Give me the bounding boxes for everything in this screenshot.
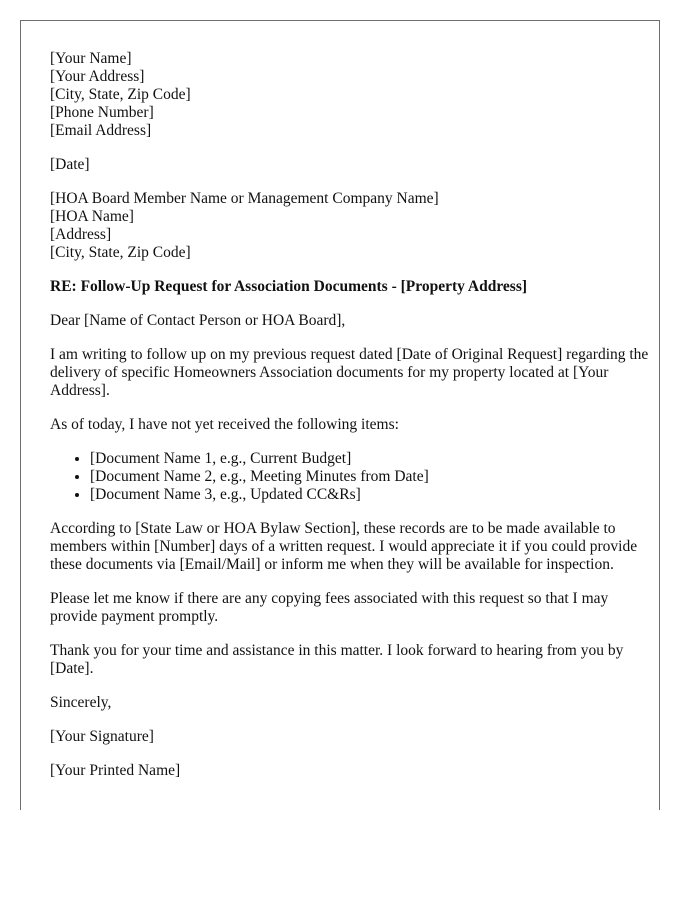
paragraph-not-received: As of today, I have not yet received the following items: [50, 416, 399, 433]
recipient-city-state-zip: [City, State, Zip Code] [50, 244, 191, 261]
letter-body [50, 50, 650, 796]
recipient-name: [HOA Board Member Name or Management Company Name] [50, 190, 439, 207]
salutation: Dear [Name of Contact Person or HOA Board], [50, 312, 346, 329]
recipient-hoa-name: [HOA Name] [50, 208, 134, 225]
list-item: • [Document Name 1, e.g., Current Budget] [90, 450, 650, 468]
recipient-block [50, 190, 650, 262]
sender-email: [Email Address] [50, 122, 152, 139]
paragraph-thanks: Thank you for your time and assistance in this matter. I look forward to hearing from you by [Date]. [50, 642, 624, 677]
closing: Sincerely, [50, 694, 112, 711]
document-list [50, 450, 650, 504]
paragraph-fees: Please let me know if there are any copying fees associated with this request so that I may provide payment promptly. [50, 590, 609, 625]
sender-block [50, 50, 650, 140]
list-item: • [Document Name 2, e.g., Meeting Minutes from Date] [90, 468, 650, 486]
recipient-address: [Address] [50, 226, 112, 243]
sender-city-state-zip: [City, State, Zip Code] [50, 86, 191, 103]
letter-page [20, 20, 660, 810]
sender-phone: [Phone Number] [50, 104, 154, 121]
paragraph-follow-up: I am writing to follow up on my previous request dated [Date of Original Request] regarding the delivery of specific Homeowners Association documents for my property located at [Your Address]. [50, 346, 649, 399]
subject-line: RE: Follow-Up Request for Association Documents - [Property Address] [50, 278, 528, 295]
paragraph-legal-basis: According to [State Law or HOA Bylaw Section], these records are to be made available to members within [Number] days of a written request. I would appreciate it if you could provide these documents via [Email/Mail] or inform me when they will be available for inspection. [50, 520, 638, 573]
printed-name: [Your Printed Name] [50, 762, 181, 779]
sender-name: [Your Name] [50, 50, 132, 67]
list-item: • [Document Name 3, e.g., Updated CC&Rs] [90, 486, 650, 504]
sender-address: [Your Address] [50, 68, 145, 85]
letter-date: [Date] [50, 156, 90, 173]
signature: [Your Signature] [50, 728, 154, 745]
